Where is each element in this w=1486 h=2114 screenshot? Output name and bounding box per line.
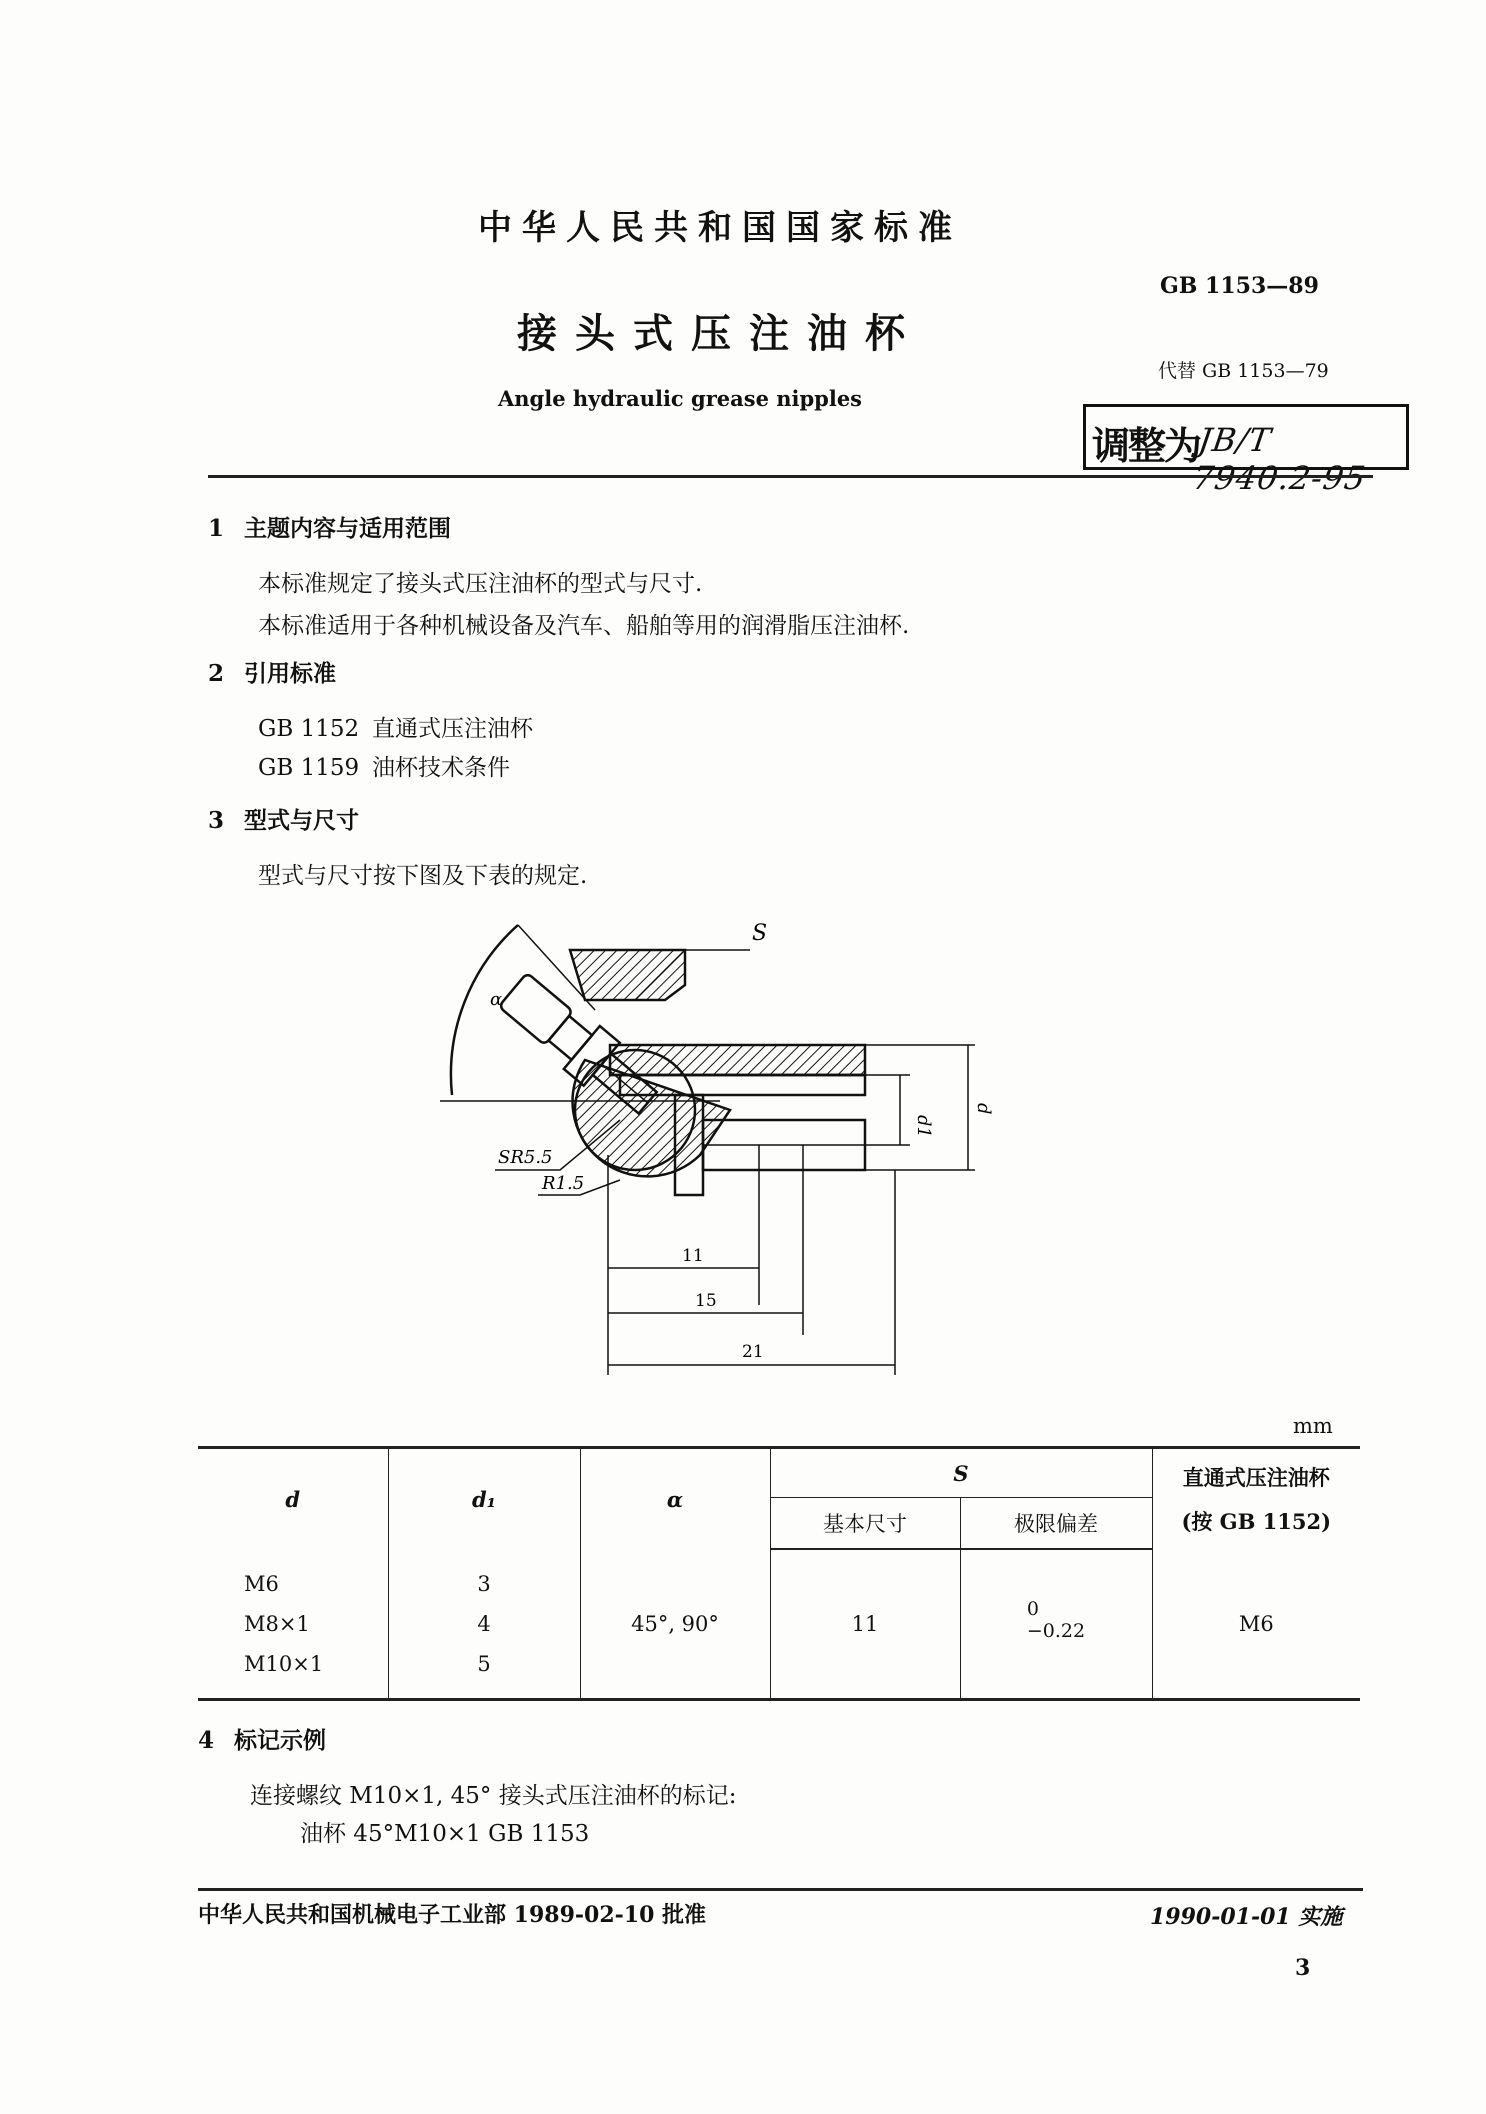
cell-d1-value: 3 xyxy=(477,1571,491,1596)
footer-rule xyxy=(198,1888,1363,1891)
section-4-paragraph-2: 油杯 45°M10×1 GB 1153 xyxy=(300,1821,590,1847)
header-straight xyxy=(1152,1448,1360,1550)
section-3-heading xyxy=(208,802,359,835)
cell-S-basic: 11 xyxy=(770,1549,960,1700)
table-unit: mm xyxy=(1293,1414,1333,1438)
ball-head-section xyxy=(573,1060,730,1176)
section-4-heading xyxy=(198,1722,326,1755)
reference-item xyxy=(258,749,510,782)
deviation-lower: −0.22 xyxy=(1026,1620,1086,1642)
connector-bore xyxy=(610,1045,865,1075)
section-4-title: 标记示例 xyxy=(234,1727,326,1754)
section-1-number: 1 xyxy=(208,515,225,542)
section-2-title: 引用标准 xyxy=(244,660,336,687)
cell-d1-value: 5 xyxy=(477,1651,491,1676)
cell-d-value: M10×1 xyxy=(244,1651,324,1676)
connector-hatch xyxy=(570,950,685,1000)
label-alpha: α xyxy=(490,989,503,1010)
dim-21: 21 xyxy=(742,1342,764,1362)
adjustment-stamp xyxy=(1083,404,1409,497)
dim-11: 11 xyxy=(682,1246,704,1266)
header-d: d xyxy=(198,1448,388,1550)
cell-d-value: M8×1 xyxy=(244,1611,310,1636)
header-d1: d₁ xyxy=(388,1448,580,1550)
replaces-note: 代替 GB 1153—79 xyxy=(1158,360,1329,382)
section-1-title: 主题内容与适用范围 xyxy=(244,515,451,542)
cell-S-deviation xyxy=(960,1549,1152,1700)
reference-code: GB 1152 xyxy=(258,716,360,742)
section-3-number: 3 xyxy=(208,807,225,834)
grease-nipple-drawing xyxy=(430,905,1070,1415)
dimension-table xyxy=(198,1446,1360,1701)
national-standard-heading: 中华人民共和国国家标准 xyxy=(478,208,962,248)
adjustment-handwritten: JB/T 7940.2-95 xyxy=(1190,421,1369,497)
header-alpha: α xyxy=(580,1448,770,1550)
cell-d-value: M6 xyxy=(244,1571,279,1596)
document-title-en: Angle hydraulic grease nipples xyxy=(497,386,863,411)
header-straight-line1: 直通式压注油杯 xyxy=(1182,1465,1330,1490)
label-R: R1.5 xyxy=(542,1173,585,1194)
cell-d1-value: 4 xyxy=(477,1611,491,1636)
label-S: S xyxy=(752,921,768,946)
section-1-paragraph-1: 本标准规定了接头式压注油杯的型式与尺寸. xyxy=(258,571,703,597)
section-2-number: 2 xyxy=(208,660,225,687)
section-1-paragraph-2: 本标准适用于各种机械设备及汽车、船舶等用的润滑脂压注油杯. xyxy=(258,613,910,639)
section-3-paragraph: 型式与尺寸按下图及下表的规定. xyxy=(258,863,588,889)
cell-d1 xyxy=(388,1549,580,1700)
document-title-cn: 接头式压注油杯 xyxy=(517,310,923,357)
cell-d xyxy=(198,1549,388,1700)
page-number: 3 xyxy=(1295,1955,1311,1981)
header-S: S xyxy=(770,1448,1152,1498)
reference-code: GB 1159 xyxy=(258,755,360,781)
adjustment-stamp-text: 调整为 xyxy=(1092,424,1201,468)
approval-note: 中华人民共和国机械电子工业部 1989-02-10 批准 xyxy=(198,1902,707,1928)
dim-15: 15 xyxy=(695,1291,717,1311)
label-SR: SR5.5 xyxy=(498,1147,553,1168)
header-straight-line2: (按 GB 1152) xyxy=(1181,1509,1332,1534)
reference-name: 油杯技术条件 xyxy=(372,755,510,781)
reference-item xyxy=(258,710,533,743)
header-deviation: 极限偏差 xyxy=(960,1498,1152,1550)
section-2-heading xyxy=(208,655,336,688)
label-d: d xyxy=(973,1103,994,1115)
alpha-arc xyxy=(451,925,518,1095)
section-1-heading xyxy=(208,510,451,543)
cell-straight: M6 xyxy=(1152,1549,1360,1700)
cell-alpha: 45°, 90° xyxy=(580,1549,770,1700)
header-rule xyxy=(208,475,1373,478)
section-4-paragraph-1: 连接螺纹 M10×1, 45° 接头式压注油杯的标记: xyxy=(250,1783,737,1809)
effective-date: 1990-01-01 实施 xyxy=(1150,1904,1343,1930)
deviation-upper: 0 xyxy=(1026,1598,1039,1620)
header-basic-size: 基本尺寸 xyxy=(770,1498,960,1550)
section-4-number: 4 xyxy=(198,1727,215,1754)
section-3-title: 型式与尺寸 xyxy=(244,807,359,834)
standard-number: GB 1153—89 xyxy=(1160,273,1319,299)
label-d1: d1 xyxy=(913,1115,934,1138)
reference-name: 直通式压注油杯 xyxy=(372,716,533,742)
